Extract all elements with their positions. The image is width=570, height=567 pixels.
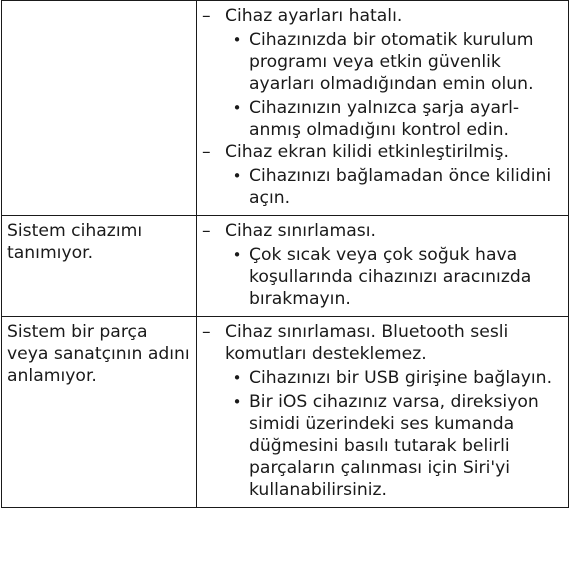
bullet-item: • Bir iOS cihazınız varsa, direksiyon simidi üzerindeki ses kumanda düğmesini basılı tutarak belirli parçaların çalınması için Siri'yi kullanabilirsiniz. xyxy=(225,391,562,501)
bullet-text: Çok sıcak veya çok soğuk hava koşullarında cihazınızı aracınızda bırakmayın. xyxy=(249,245,532,309)
bullet-item: • Cihazınızda bir otomatik kurulum programı veya etkin güvenlik ayarları olmadığından emin olun. xyxy=(225,29,562,95)
bullet-text: Cihazınızda bir otomatik kurulum programı veya etkin güvenlik ayarları olmadığından emin olun. xyxy=(249,30,534,94)
dash-item: – Cihaz ekran kilidi etkinleştirilmiş. xyxy=(202,141,562,163)
dash-text: Cihaz sınırlaması. Bluetooth sesli komutları desteklemez. xyxy=(225,322,509,364)
table-row xyxy=(2,216,569,317)
remedy-cell xyxy=(197,216,569,317)
dash-text: Cihaz ekran kilidi etkinleştirilmiş. xyxy=(225,142,509,162)
bullet-text: Bir iOS cihazınız varsa, direksiyon simidi üzerindeki ses kumanda düğmesini basılı tutarak belirli parçaların çalınması için Siri'yi kullanabilirsiniz. xyxy=(249,392,539,500)
cause-cell xyxy=(2,216,197,317)
bullet-text: Cihazınızın yalnızca şarja ayarl-anmış olmadığını kontrol edin. xyxy=(249,98,520,140)
bullet-text: Cihazınızı bir USB girişine bağlayın. xyxy=(249,368,553,388)
troubleshooting-table xyxy=(1,0,569,508)
bullet-item: • Çok sıcak veya çok soğuk hava koşullarında cihazınızı aracınızda bırakmayın. xyxy=(225,244,562,310)
bullet-item: • Cihazınızı bir USB girişine bağlayın. xyxy=(225,367,562,389)
cause-text: Sistem cihazımı tanımıyor. xyxy=(7,221,143,263)
remedy-cell xyxy=(197,1,569,216)
cause-cell xyxy=(2,317,197,508)
remedy-cell xyxy=(197,317,569,508)
bullet-text: Cihazınızı bağlamadan önce kilidini açın. xyxy=(249,166,552,208)
dash-text: Cihaz ayarları hatalı. xyxy=(225,6,403,26)
cause-text: Sistem bir parça veya sanatçının adını anlamıyor. xyxy=(7,322,190,386)
dash-item: – Cihaz ayarları hatalı. xyxy=(202,5,562,27)
dash-item: – Cihaz sınırlaması. Bluetooth sesli komutları desteklemez. xyxy=(202,321,562,365)
dash-text: Cihaz sınırlaması. xyxy=(225,221,376,241)
dash-item: – Cihaz sınırlaması. xyxy=(202,220,562,242)
bullet-item: • Cihazınızın yalnızca şarja ayarl-anmış olmadığını kontrol edin. xyxy=(225,97,562,141)
table-row xyxy=(2,317,569,508)
cause-cell xyxy=(2,1,197,216)
bullet-item: • Cihazınızı bağlamadan önce kilidini açın. xyxy=(225,165,562,209)
table-row xyxy=(2,1,569,216)
